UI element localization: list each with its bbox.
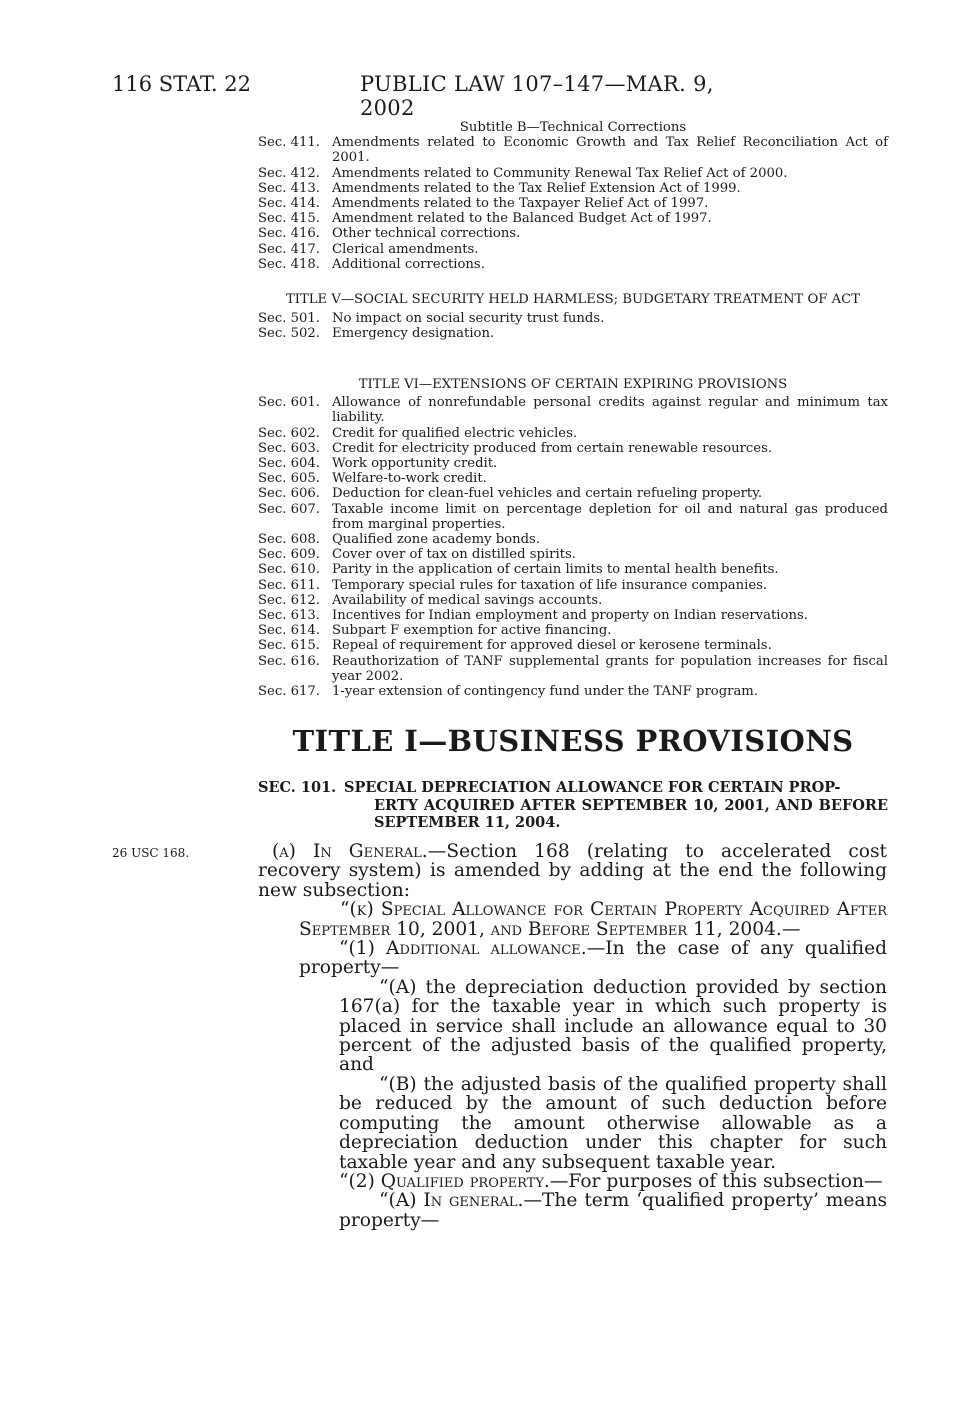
toc-entry-number: Sec. 616. [258,653,320,669]
toc-entry-number: Sec. 416. [258,226,320,242]
toc-entry-title: Temporary special rules for taxation of life insurance companies. [332,577,768,593]
toc-title-v [258,292,888,342]
toc-entry [258,166,888,181]
toc-entry-title: Availability of medical savings accounts. [332,592,603,608]
toc-entry [258,486,888,501]
toc-entry-title: 1-year extension of contingency fund under the TANF program. [332,684,759,700]
public-law-citation: PUBLIC LAW 107–147—MAR. 9, 2002 [359,72,714,120]
toc-entry-number: Sec. 411. [258,135,320,151]
paragraph-text: —In the case of any qualified property— [299,938,887,979]
toc-entry-title: Welfare-to-work credit. [332,471,487,487]
toc-entry-number: Sec. 607. [258,501,320,517]
section-body [258,841,887,1231]
toc-entry [258,562,888,577]
toc-entry [258,547,888,562]
toc-entry [258,226,888,241]
toc-entry [258,471,888,486]
toc-entry-title: No impact on social security trust funds. [332,311,605,327]
toc-entry [258,456,888,471]
paragraph-text: —For purposes of this subsection— [549,1170,883,1192]
toc-entry-title: Emergency designation. [332,326,495,342]
toc-entry-title: Amendments related to Community Renewal Tax Relief Act of 2000. [332,165,788,181]
toc-entry-number: Sec. 602. [258,425,320,441]
paragraph-text: —Section 168 (relating to accelerated cost recovery system) is amended by adding at the end the following new subsection: [258,841,887,901]
paragraph-1 [299,939,887,978]
toc-entry-title: Amendments related to the Taxpayer Relief Act of 1997. [332,196,709,212]
toc-entry [258,441,888,456]
toc-entry [258,502,888,532]
toc-entries [258,395,888,699]
paragraph-1-B: “(B) the adjusted basis of the qualified property shall be reduced by the amount of such deduction before computing the amount otherwise allowable as a depreciation deduction under this chapter for such taxable year and any subsequent taxable year. [339,1073,887,1173]
toc-entry-number: Sec. 609. [258,547,320,563]
toc-entry [258,532,888,547]
statute-page-number: 116 STAT. 22 [112,72,252,96]
toc-entry-number: Sec. 415. [258,211,320,227]
toc-entry [258,135,888,165]
toc-entry-number: Sec. 414. [258,196,320,212]
title-heading: TITLE I—BUSINESS PROVISIONS [292,724,854,758]
toc-entry-number: Sec. 606. [258,486,320,502]
toc-entry [258,242,888,257]
toc-entry-number: Sec. 614. [258,623,320,639]
toc-entry [258,593,888,608]
toc-entry-title: Parity in the application of certain limits to mental health benefits. [332,562,779,578]
toc-title-vi [258,377,888,699]
toc-entry-title: Amendments related to Economic Growth and Tax Relief Reconciliation Act of 2001. [332,135,888,166]
toc-entry-number: Sec. 417. [258,241,320,257]
paragraph-label: “(A) In general. [379,1190,524,1212]
toc-entry-title: Qualified zone academy bonds. [332,532,540,548]
toc-entry-number: Sec. 617. [258,684,320,700]
toc-entry-title: Taxable income limit on percentage depletion for oil and natural gas produced from marginal properties. [332,501,888,532]
toc-entry [258,257,888,272]
toc-entry-title: Credit for qualified electric vehicles. [332,425,578,441]
toc-entry-title: Repeal of requirement for approved diesel or kerosene terminals. [332,638,772,654]
paragraph-text: —The term ‘qualified property’ means property— [339,1190,887,1231]
toc-entry-title: Amendment related to the Balanced Budget Act of 1997. [332,211,712,227]
toc-entry-number: Sec. 610. [258,562,320,578]
toc-entry-number: Sec. 501. [258,311,320,327]
paragraph-1-A: “(A) the depreciation deduction provided by section 167(a) for the taxable year in which such property is placed in service shall include an allowance equal to 30 percent of the adjusted basis of the qualified property, and [339,976,887,1076]
toc-entries [258,135,888,272]
toc-heading: TITLE V—SOCIAL SECURITY HELD HARMLESS; BUDGETARY TREATMENT OF ACT [285,292,861,307]
toc-entry-number: Sec. 413. [258,180,320,196]
toc-entry-title: Work opportunity credit. [332,456,498,472]
toc-entry-number: Sec. 605. [258,471,320,487]
toc-entry [258,623,888,638]
toc-entry-number: Sec. 611. [258,577,320,593]
toc-entry [258,684,888,699]
toc-entry [258,426,888,441]
toc-entry [258,654,888,684]
toc-entry-title: Additional corrections. [332,256,485,272]
paragraph-label: “(2) Qualified property. [339,1170,550,1192]
paragraph-label: (a) In General. [272,841,428,862]
toc-entry-number: Sec. 502. [258,326,320,342]
paragraph-label: “(k) Special Allowance for Certain Property Acquired After September 10, 2001, and Before September 11, 2004. [299,899,887,940]
paragraph-text: — [781,918,801,940]
paragraph-a [258,842,887,900]
toc-entry-title: Subpart F exemption for active financing. [332,623,612,639]
toc-entry [258,395,888,425]
paragraph-2 [299,1172,887,1191]
paragraph-label: “(1) Additional allowance. [339,938,587,960]
toc-entry-number: Sec. 615. [258,638,320,654]
paragraph-2-A [339,1191,887,1230]
margin-citation: 26 USC 168. [112,846,190,860]
toc-entry-title: Incentives for Indian employment and property on Indian reservations. [332,608,808,624]
toc-entry-title: Deduction for clean-fuel vehicles and certain refueling property. [332,486,763,502]
section-number: SEC. 101. [258,779,337,796]
toc-entry [258,578,888,593]
toc-entry-number: Sec. 603. [258,440,320,456]
toc-entry-number: Sec. 604. [258,456,320,472]
toc-entry-title: Amendments related to the Tax Relief Extension Act of 1999. [332,180,741,196]
toc-entry-title: Cover over of tax on distilled spirits. [332,547,576,563]
toc-entries [258,311,888,341]
paragraph-k [299,900,887,939]
toc-entry [258,326,888,341]
toc-entry-title: Clerical amendments. [332,241,479,257]
toc-entry-title: Credit for electricity produced from certain renewable resources. [332,440,773,456]
toc-entry [258,181,888,196]
toc-entry [258,638,888,653]
toc-entry-title: Reauthorization of TANF supplemental grants for population increases for fiscal year 2002. [332,653,888,684]
section-heading-rest: ERTY ACQUIRED AFTER SEPTEMBER 10, 2001, AND BEFORE SEPTEMBER 11, 2004. [374,796,888,831]
toc-heading: Subtitle B—Technical Corrections [459,120,687,135]
toc-entry-number: Sec. 612. [258,592,320,608]
toc-entry-number: Sec. 613. [258,608,320,624]
toc-entry-number: Sec. 608. [258,532,320,548]
toc-entry-number: Sec. 601. [258,395,320,411]
toc-heading: TITLE VI—EXTENSIONS OF CERTAIN EXPIRING PROVISIONS [358,377,788,392]
toc-entry-title: Allowance of nonrefundable personal credits against regular and minimum tax liability. [332,395,888,426]
toc-entry [258,311,888,326]
toc-entry [258,608,888,623]
toc-entry [258,211,888,226]
toc-entry-title: Other technical corrections. [332,226,521,242]
toc-entry-number: Sec. 418. [258,256,320,272]
page-header [112,72,772,120]
section-heading-line1: SPECIAL DEPRECIATION ALLOWANCE FOR CERTAIN PROP- [344,779,841,796]
toc-subtitle-b [258,120,888,272]
toc-entry-number: Sec. 412. [258,165,320,181]
toc-entry [258,196,888,211]
section-heading [258,779,888,832]
